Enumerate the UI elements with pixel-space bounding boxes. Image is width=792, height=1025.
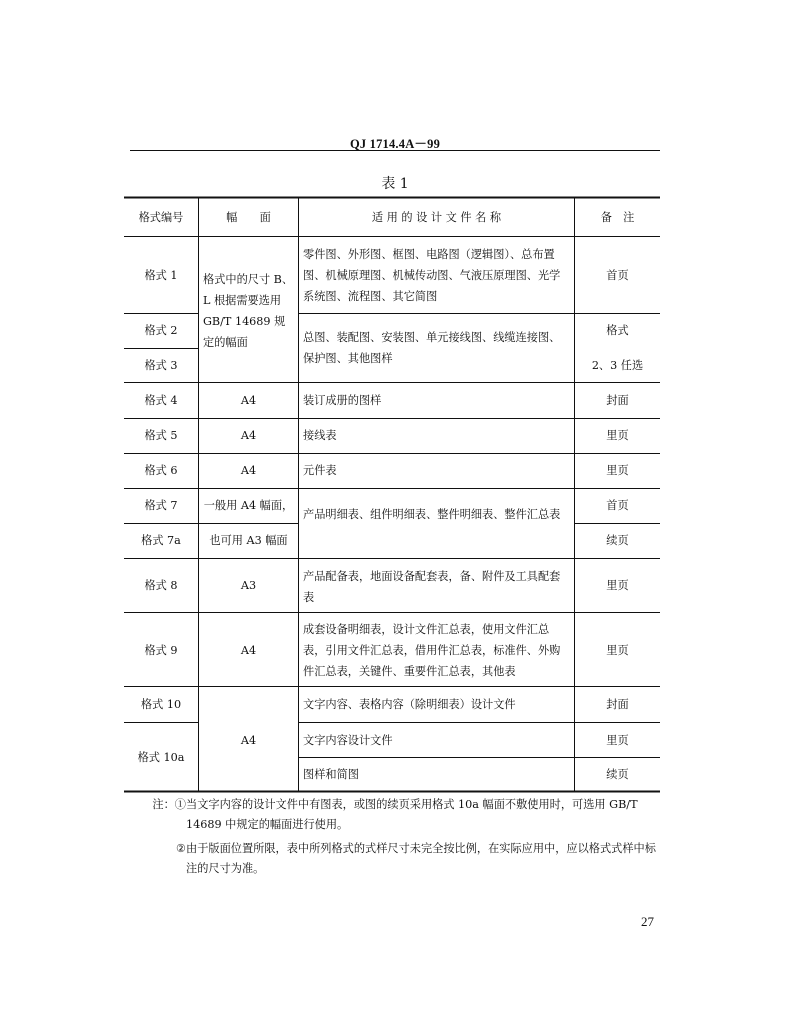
format-6-sheet-size: A4 <box>240 464 257 477</box>
format-10a-remark-2: 续页 <box>606 768 629 781</box>
format-1-label: 格式 1 <box>144 269 178 282</box>
format-7-remark: 首页 <box>606 499 629 512</box>
format-10a-label: 格式 10a <box>137 751 185 764</box>
format-2-3-doc-names: 总图、装配图、安装图、单元接线图、线缆连接图、保护图、其他图样 <box>303 331 561 365</box>
format-7a-label: 格式 7a <box>141 534 181 547</box>
format-2-3-remark-line1: 格式 <box>606 324 629 337</box>
note-1-marker: ① <box>174 798 186 811</box>
format-8-remark: 里页 <box>606 579 629 592</box>
format-1-remark: 首页 <box>606 269 629 282</box>
format-4-doc-names: 装订成册的图样 <box>303 394 382 407</box>
format-9-label: 格式 9 <box>144 644 178 657</box>
format-10-doc-names: 文字内容、表格内容（除明细表）设计文件 <box>303 698 516 711</box>
table-title: 表 1 <box>381 176 409 192</box>
format-8-doc-names: 产品配备表，地面设备配套表，备、附件及工具配套表 <box>303 570 561 604</box>
running-header: QJ 1714.4A－99 <box>349 137 441 151</box>
col-header-format-no: 格式编号 <box>138 211 184 224</box>
format-4-label: 格式 4 <box>144 394 178 407</box>
note-1-lead <box>146 795 186 815</box>
format-10-remark: 封面 <box>606 698 629 711</box>
format-1-3-sheet-size: 格式中的尺寸 B、L 根据需要选用 GB/T 14689 规定的幅面 <box>203 273 294 349</box>
format-7a-sheet-size: 也可用 A3 幅面 <box>209 534 288 547</box>
format-9-sheet-size: A4 <box>240 644 257 657</box>
note-1 <box>146 795 666 835</box>
format-7-doc-names: 产品明细表、组件明细表、整件明细表、整件汇总表 <box>303 508 561 521</box>
format-5-doc-names: 接线表 <box>303 429 337 442</box>
format-5-label: 格式 5 <box>144 429 178 442</box>
format-7-sheet-size: 一般用 A4 幅面， <box>203 499 294 512</box>
format-1-doc-names: 零件图、外形图、框图、电路图（逻辑图）、总布置图、机械原理图、机械传动图、气液压原理图、光学系统图、流程图、其它简图 <box>303 248 561 303</box>
format-4-sheet-size: A4 <box>240 394 257 407</box>
format-6-remark: 里页 <box>606 464 629 477</box>
format-5-remark: 里页 <box>606 429 629 442</box>
format-2-label: 格式 2 <box>144 324 178 337</box>
format-6-label: 格式 6 <box>144 464 178 477</box>
format-10a-remark-1: 里页 <box>606 734 629 747</box>
notes-prefix: 注： <box>152 798 175 811</box>
note-2 <box>146 839 666 879</box>
col-header-doc-names: 适 用 的 设 计 文 件 名 称 <box>371 211 502 224</box>
format-3-label: 格式 3 <box>144 359 178 372</box>
note-2-text: 由于版面位置所限，表中所列格式的式样尺寸未完全按比例，在实际应用中，应以格式式样中标注的尺寸为准。 <box>186 842 656 875</box>
format-7-label: 格式 7 <box>144 499 178 512</box>
format-8-sheet-size: A3 <box>240 579 257 592</box>
format-9-doc-names: 成套设备明细表，设计文件汇总表，使用文件汇总表，引用文件汇总表，借用件汇总表，标准件、外购件汇总表，关键件、重要件汇总表，其他表 <box>303 623 561 678</box>
col-header-sheet-size: 幅 面 <box>226 211 271 224</box>
format-4-remark: 封面 <box>606 394 629 407</box>
page-number: 27 <box>641 914 654 929</box>
format-10a-doc-names-2: 图样和简图 <box>303 768 359 781</box>
format-5-sheet-size: A4 <box>240 429 257 442</box>
format-10a-doc-names-1: 文字内容设计文件 <box>303 734 393 747</box>
format-9-remark: 里页 <box>606 644 629 657</box>
format-10-label: 格式 10 <box>140 698 182 711</box>
note-1-text: 当文字内容的设计文件中有图表，或图的续页采用格式 10a 幅面不敷使用时，可选用 GB/T 14689 中规定的幅面进行使用。 <box>186 798 638 831</box>
table-notes <box>146 795 666 879</box>
format-6-doc-names: 元件表 <box>303 464 337 477</box>
format-2-3-remark-line2: 2、3 任选 <box>591 359 644 372</box>
format-7a-remark: 续页 <box>606 534 629 547</box>
format-8-label: 格式 8 <box>144 579 178 592</box>
col-header-remark: 备 注 <box>600 211 635 224</box>
format-10-sheet-size: A4 <box>240 734 257 747</box>
note-2-marker: ② <box>175 842 186 855</box>
